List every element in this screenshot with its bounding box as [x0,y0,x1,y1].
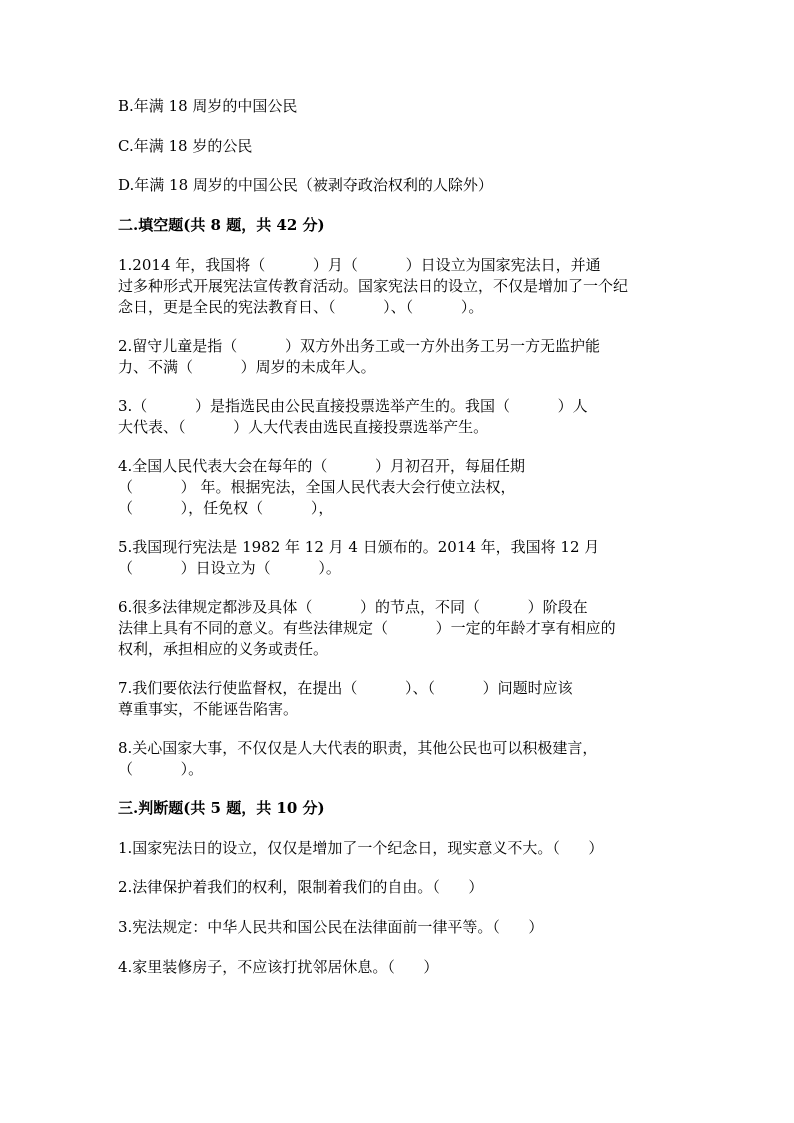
option-c: C.年满 18 岁的公民 [118,137,253,155]
fill-q8-line2: （ ）。 [118,760,204,778]
fill-q6-line1: 6.很多法律规定都涉及具体（ ）的节点，不同（ ）阶段在 [118,598,588,616]
fill-q4-line1: 4.全国人民代表大会在每年的（ ）月初召开，每届任期 [118,457,525,475]
fill-q5-line2: （ ）日设立为（ ）。 [118,559,341,577]
fill-q2-line1: 2.留守儿童是指（ ）双方外出务工或一方外出务工另一方无监护能 [118,337,600,355]
fill-q3-line1: 3.（ ）是指选民由公民直接投票选举产生的。我国（ ）人 [118,397,588,415]
fill-q1-line3: 念日，更是全民的宪法教育日、（ ）、（ ）。 [118,298,484,316]
section-title-fill-blank: 二.填空题(共 8 题，共 42 分) [118,216,325,234]
fill-q7-line1: 7.我们要依法行使监督权，在提出（ ）、（ ）问题时应该 [118,679,573,697]
fill-q4-line3: （ ），任免权（ ）， [118,499,334,517]
judge-q4: 4.家里装修房子，不应该打扰邻居休息。（ ） [118,958,439,976]
fill-q4-line2: （ ） 年。根据宪法，全国人民代表大会行使立法权， [118,478,516,496]
fill-q7-line2: 尊重事实，不能诬告陷害。 [118,700,299,718]
fill-q6-line2: 法律上具有不同的意义。有些法律规定（ ）一定的年龄才享有相应的 [118,619,616,637]
fill-q2-line2: 力、不满（ ）周岁的未成年人。 [118,358,376,376]
fill-q1-line1: 1.2014 年，我国将（ ）月（ ）日设立为国家宪法日，并通 [118,256,601,274]
fill-q1-line2: 过多种形式开展宪法宣传教育活动。国家宪法日的设立，不仅是增加了一个纪 [118,277,629,295]
option-d: D.年满 18 周岁的中国公民（被剥夺政治权利的人除外） [118,176,493,194]
section-title-true-false: 三.判断题(共 5 题，共 10 分) [118,799,325,817]
judge-q2: 2.法律保护着我们的权利，限制着我们的自由。（ ） [118,878,484,896]
fill-q8-line1: 8.关心国家大事，不仅仅是人大代表的职责，其他公民也可以积极建言， [118,739,598,757]
fill-q5-line1: 5.我国现行宪法是 1982 年 12 月 4 日颁布的。2014 年，我国将 12 月 [118,538,600,556]
judge-q3: 3.宪法规定：中华人民共和国公民在法律面前一律平等。（ ） [118,918,544,936]
option-b: B.年满 18 周岁的中国公民 [118,97,298,115]
judge-q1: 1.国家宪法日的设立，仅仅是增加了一个纪念日，现实意义不大。（ ） [118,839,604,857]
fill-q3-line2: 大代表、（ ）人大代表由选民直接投票选举产生。 [118,418,489,436]
fill-q6-line3: 权利，承担相应的义务或责任。 [118,640,329,658]
